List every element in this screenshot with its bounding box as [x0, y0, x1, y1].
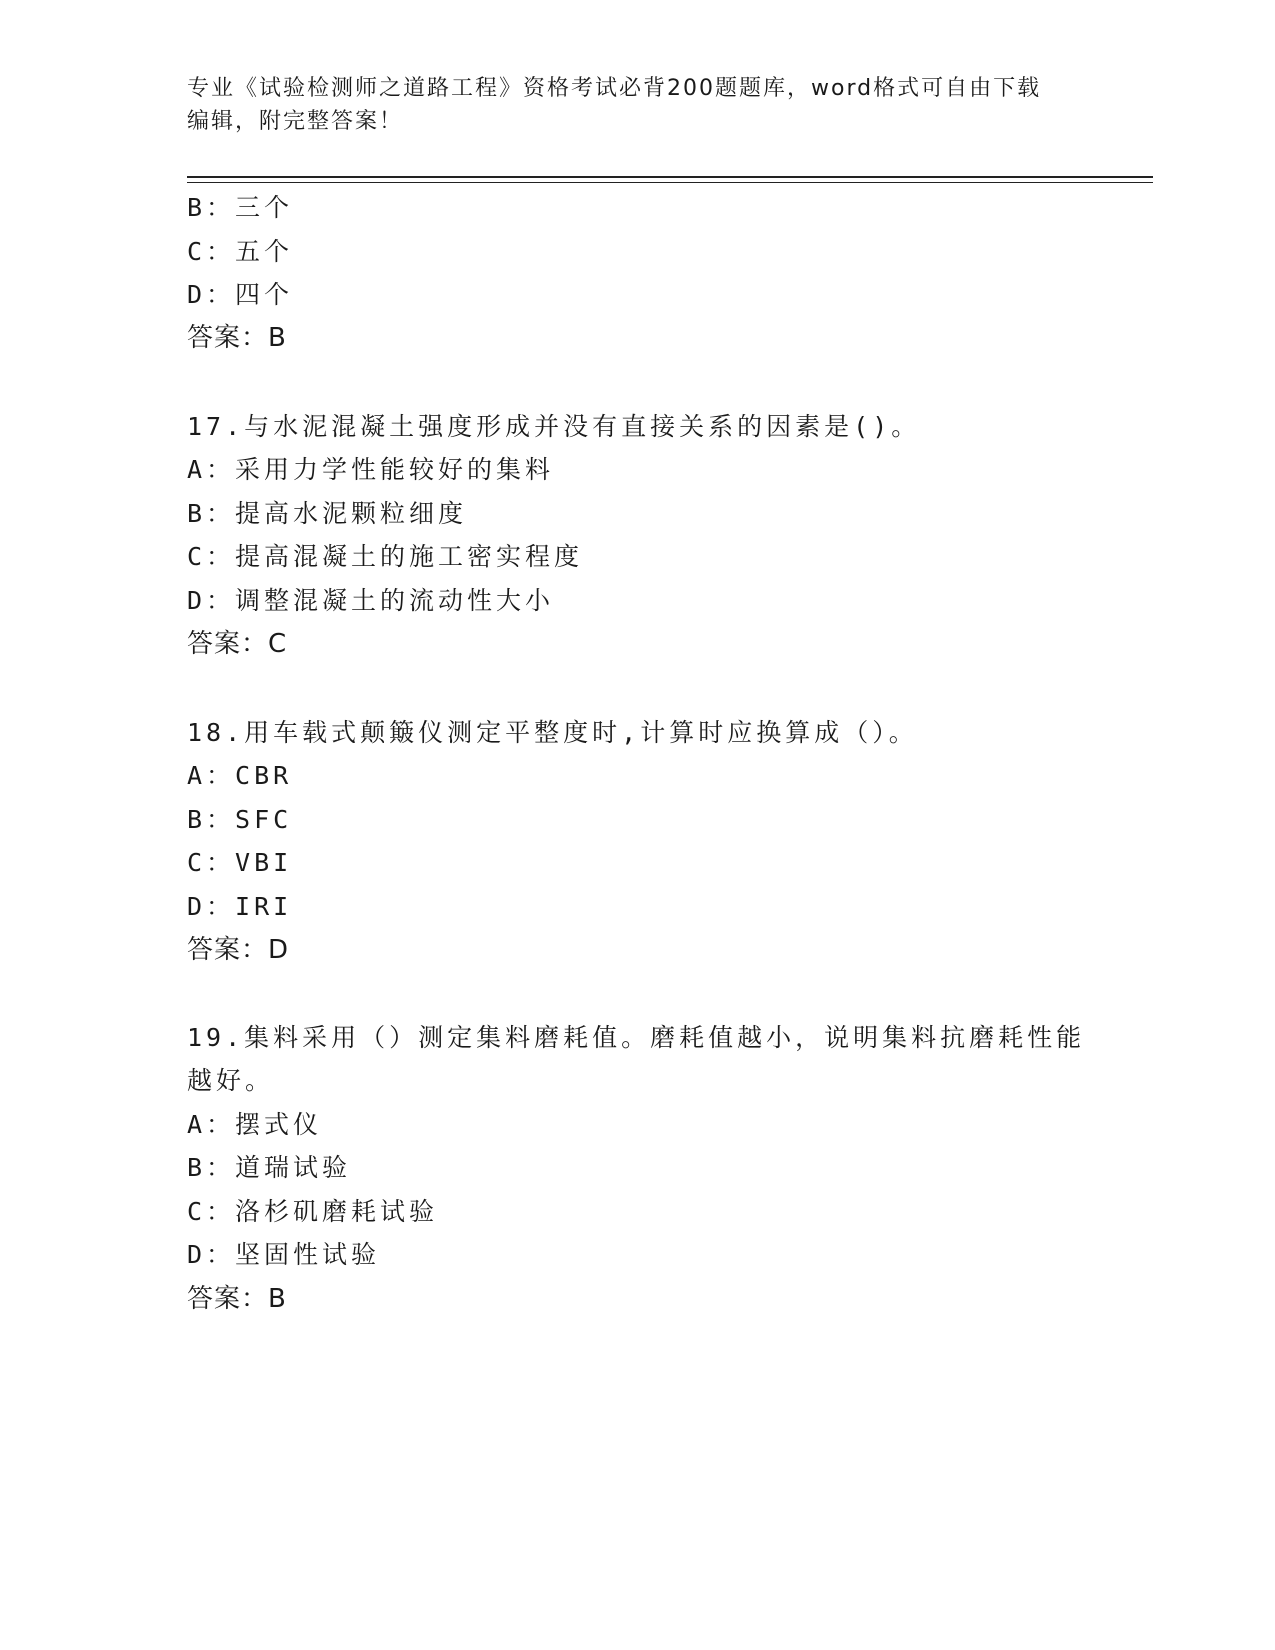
header-divider-thick [187, 176, 1153, 178]
question-19: 19.集料采用（）测定集料磨耗值。磨耗值越小，说明集料抗磨耗性能 [187, 1023, 1086, 1052]
q19-option-d: D：坚固性试验 [187, 1240, 381, 1269]
q17-option-d: D：调整混凝土的流动性大小 [187, 586, 555, 615]
q18-option-a: A：CBR [187, 761, 293, 790]
q19-option-c: C：洛杉矶磨耗试验 [187, 1197, 439, 1226]
question-19-continued: 越好。 [187, 1066, 275, 1095]
q18-option-b: B：SFC [187, 805, 293, 834]
header-line-2: 编辑，附完整答案！ [187, 109, 404, 134]
q17-option-c: C：提高混凝土的施工密实程度 [187, 542, 584, 571]
header-divider-thin [187, 182, 1153, 183]
question-17: 17.与水泥混凝土强度形成并没有直接关系的因素是()。 [187, 412, 921, 441]
q17-option-a: A：采用力学性能较好的集料 [187, 455, 555, 484]
q19-option-b: B：道瑞试验 [187, 1153, 352, 1182]
header-line-1: 专业《试验检测师之道路工程》资格考试必背200题题库，word格式可自由下载 [187, 76, 1042, 101]
answer-prev: 答案：B [187, 323, 287, 353]
q19-option-a: A：摆式仪 [187, 1110, 323, 1139]
q17-option-b: B：提高水泥颗粒细度 [187, 499, 468, 528]
document-header [187, 72, 1067, 138]
answer-19: 答案：B [187, 1284, 287, 1314]
option-b: B：三个 [187, 193, 294, 222]
question-18: 18.用车载式颠簸仪测定平整度时,计算时应换算成（）。 [187, 718, 918, 747]
answer-17: 答案：C [187, 629, 288, 659]
q18-option-c: C：VBI [187, 848, 293, 877]
option-c: C：五个 [187, 237, 294, 266]
option-d: D：四个 [187, 280, 294, 309]
answer-18: 答案：D [187, 935, 290, 965]
q18-option-d: D：IRI [187, 892, 293, 921]
